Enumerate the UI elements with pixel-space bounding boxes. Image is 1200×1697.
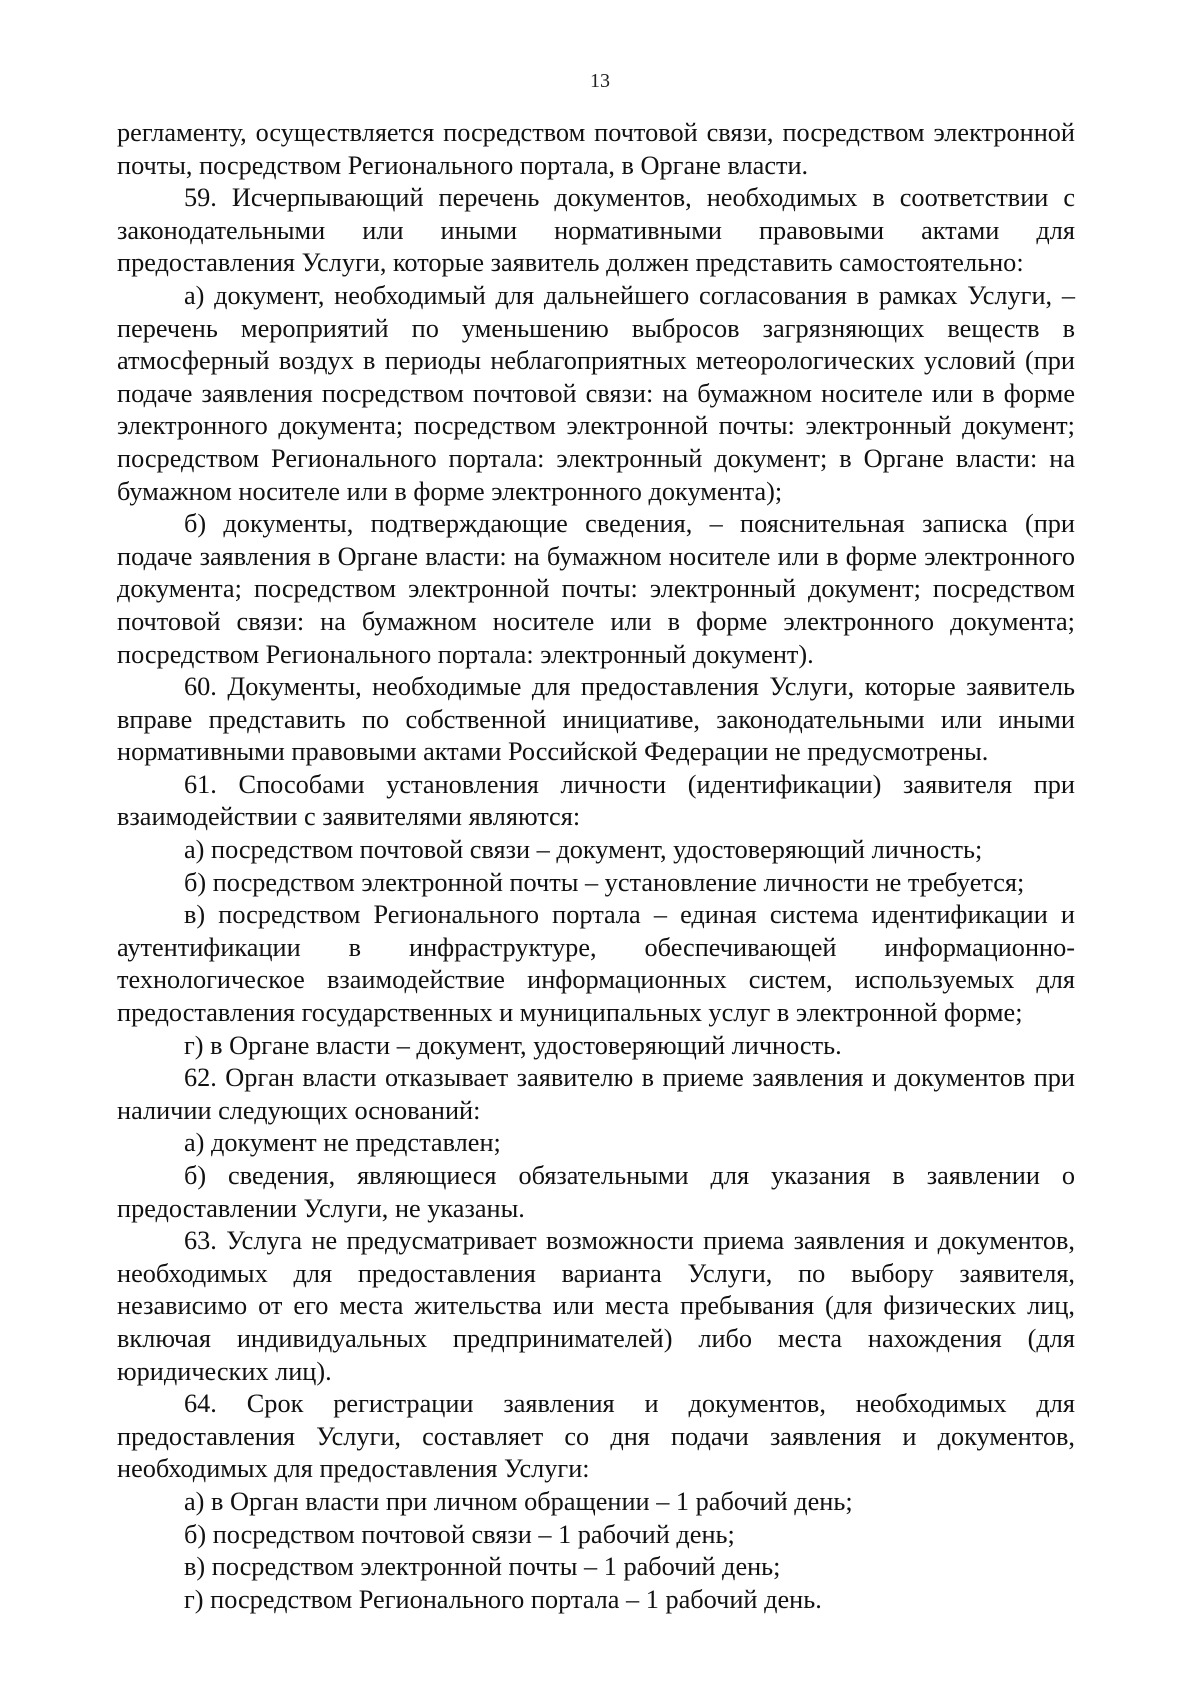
paragraph: б) посредством электронной почты – установление личности не требуется; <box>184 867 1025 897</box>
paragraph: в) посредством электронной почты – 1 рабочий день; <box>184 1552 781 1582</box>
paragraph: б) сведения, являющиеся обязательными для указания в заявлении о предоставлении Услуги, не указаны. <box>117 1161 1075 1223</box>
paragraph: 61. Способами установления личности (идентификации) заявителя при взаимодействии с заявителями являются: <box>117 769 1075 832</box>
paragraph: 60. Документы, необходимые для предоставления Услуги, которые заявитель вправе представить по собственной инициативе, законодательными или иными нормативными правовыми актами Российской Федерации не предусмотрены. <box>117 672 1075 767</box>
page-number: 13 <box>590 70 610 92</box>
paragraph: 63. Услуга не предусматривает возможности приема заявления и документов, необходимых для предоставления варианта Услуги, по выбору заявителя, независимо от его места жительства или места пребывания (для физических лиц, включая индивидуальных предпринимателей) либо места нахождения (для юридических лиц). <box>117 1226 1075 1386</box>
paragraph: 62. Орган власти отказывает заявителю в приеме заявления и документов при наличии следующих оснований: <box>117 1063 1075 1125</box>
paragraph: а) посредством почтовой связи – документ, удостоверяющий личность; <box>184 835 983 865</box>
paragraph: б) посредством почтовой связи – 1 рабочий день; <box>184 1519 735 1549</box>
paragraph: в) посредством Регионального портала – единая система идентификации и аутентификации в инфраструктуре, обеспечивающей информационно-технологическое взаимодействие информационных систем, используемых для предоставления государственных и муниципальных услуг в электронной форме; <box>117 900 1075 1028</box>
paragraph: г) в Органе власти – документ, удостоверяющий личность. <box>184 1030 842 1060</box>
paragraph: регламенту, осуществляется посредством почтовой связи, посредством электронной почты, посредством Регионального портала, в Органе власти. <box>117 118 1075 180</box>
paragraph: г) посредством Регионального портала – 1 рабочий день. <box>184 1584 822 1614</box>
paragraph: а) документ, необходимый для дальнейшего согласования в рамках Услуги, – перечень мероприятий по уменьшению выбросов загрязняющих веществ в атмосферный воздух в периоды неблагоприятных метеорологических условий (при подаче заявления посредством почтовой связи: на бумажном носителе или в форме электронного документа; посредством электронной почты: электронный документ; посредством Регионального портала: электронный документ; в Органе власти: на бумажном носителе или в форме электронного документа); <box>117 280 1075 506</box>
paragraph: а) в Орган власти при личном обращении – 1 рабочий день; <box>184 1486 853 1516</box>
paragraph: 64. Срок регистрации заявления и документов, необходимых для предоставления Услуги, составляет со дня подачи заявления и документов, необходимых для предоставления Услуги: <box>117 1389 1075 1484</box>
paragraph: б) документы, подтверждающие сведения, – пояснительная записка (при подаче заявления в Органе власти: на бумажном носителе или в форме электронного документа; посредством электронной почты: электронный документ; посредством почтовой связи: на бумажном носителе или в форме электронного документа; посредством Регионального портала: электронный документ). <box>117 509 1075 669</box>
paragraph: 59. Исчерпывающий перечень документов, необходимых в соответствии с законодательными или иными нормативными правовыми актами для предоставления Услуги, которые заявитель должен представить самостоятельно: <box>117 183 1075 278</box>
document-body <box>117 117 1075 1616</box>
paragraph: а) документ не представлен; <box>184 1128 501 1158</box>
